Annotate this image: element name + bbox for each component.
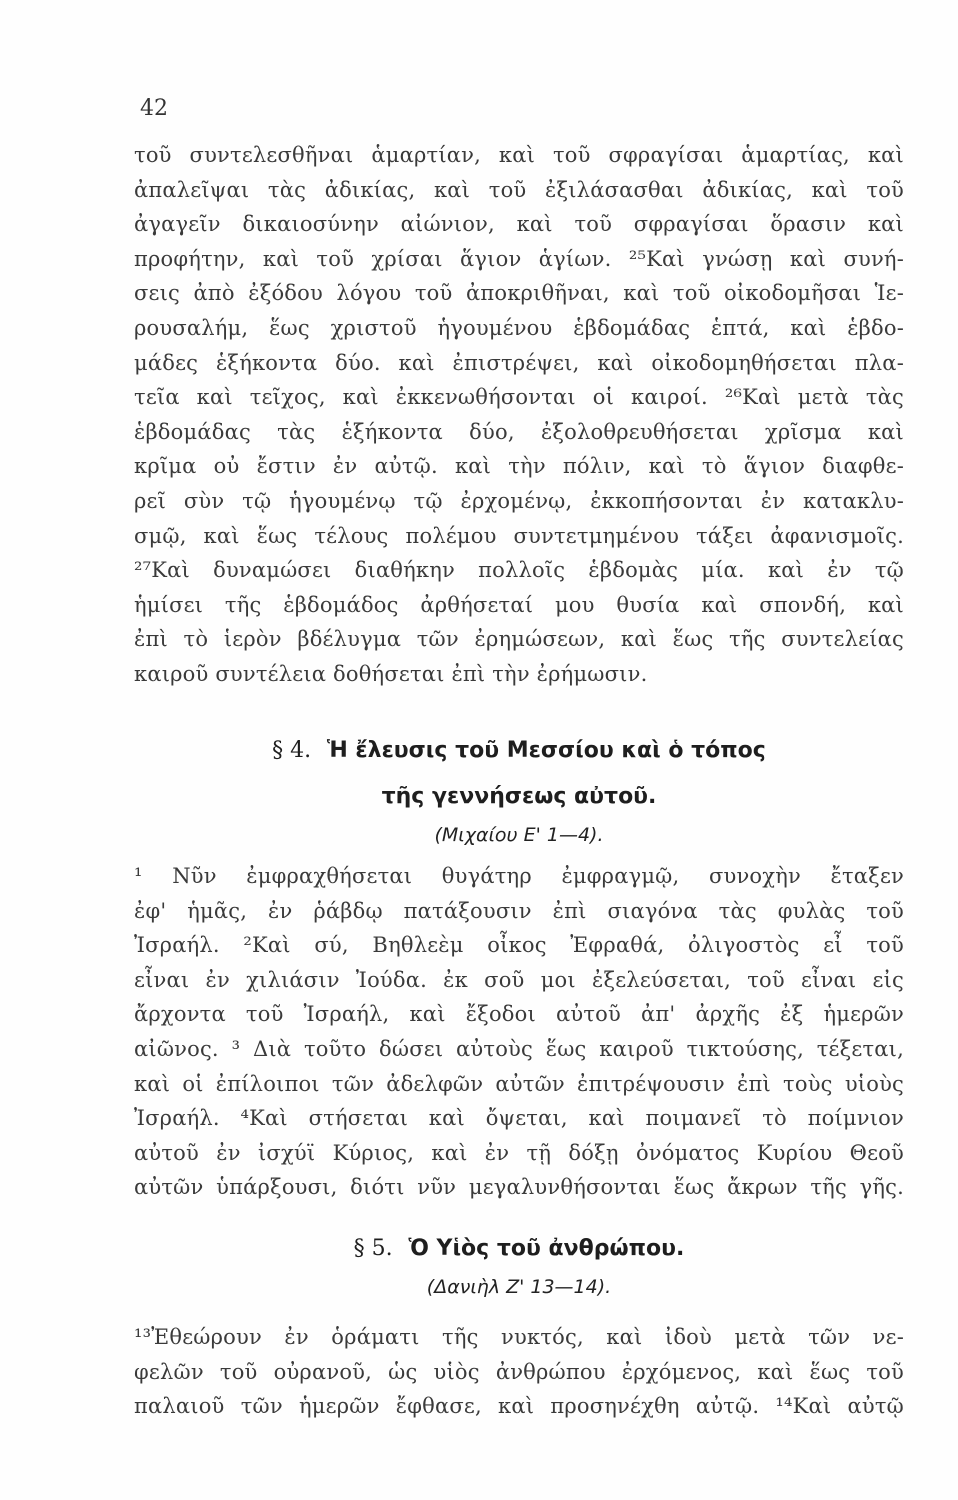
text-line: ἄρχοντα τοῦ Ἰσραήλ, καὶ ἔξοδοι αὐτοῦ ἀπ' ἀρχῆς ἐξ ἡμερῶν	[134, 1002, 904, 1027]
text-line: τεῖα καὶ τεῖχος, καὶ ἐκκενωθήσονται οἱ καιροί. ²⁶Καὶ μετὰ τὰς	[134, 385, 904, 410]
text-line: Ἰσραήλ. ⁴Καὶ στήσεται καὶ ὄψεται, καὶ ποιμανεῖ τὸ ποίμνιον	[134, 1106, 904, 1131]
text-line: ἐφ' ἡμᾶς, ἐν ῥάβδῳ πατάξουσιν ἐπὶ σιαγόνα τὰς φυλὰς τοῦ	[134, 898, 904, 923]
text-line: ρουσαλήμ, ἕως χριστοῦ ἡγουμένου ἑβδομάδας ἑπτά, καὶ ἑβδο-	[134, 315, 904, 340]
daniel-7-passage	[134, 1320, 904, 1424]
text-line: ἡμίσει τῆς ἑβδομάδος ἀρθήσεταί μου θυσία καὶ σπονδή, καὶ	[134, 592, 904, 617]
text-line: ἐπὶ τὸ ἱερὸν βδέλυγμα τῶν ἐρημώσεων, καὶ ἕως τῆς συντελείας	[134, 627, 904, 652]
text-line: ἑβδομάδας τὰς ἑξήκοντα δύο, ἐξολοθρευθήσεται χρῖσμα καὶ	[134, 419, 904, 444]
text-line: σεις ἀπὸ ἐξόδου λόγου τοῦ ἀποκριθῆναι, καὶ τοῦ οἰκοδομῆσαι Ἱε-	[134, 281, 904, 306]
text-line: ἀπαλεῖψαι τὰς ἀδικίας, καὶ τοῦ ἐξιλάσασθαι ἀδικίας, καὶ τοῦ	[134, 177, 904, 202]
text-line: ¹³Ἐθεώρουν ἐν ὁράματι τῆς νυκτός, καὶ ἰδοὺ μετὰ τῶν νε-	[134, 1325, 904, 1349]
text-line: προφήτην, καὶ τοῦ χρίσαι ἅγιον ἁγίων. ²⁵Καὶ γνώσῃ καὶ συνή-	[134, 246, 904, 271]
text-line: παλαιοῦ τῶν ἡμερῶν ἔφθασε, καὶ προσηνέχθη αὐτῷ. ¹⁴Καὶ αὐτῷ	[134, 1394, 904, 1419]
text-line: αὐτοῦ ἐν ἰσχύϊ Κύριος, καὶ ἐν τῇ δόξῃ ὀνόματος Κυρίου Θεοῦ	[134, 1140, 904, 1165]
text-line: εἶναι ἐν χιλιάσιν Ἰούδα. ἐκ σοῦ μοι ἐξελεύσεται, τοῦ εἶναι εἰς	[134, 967, 904, 992]
text-line: ἀγαγεῖν δικαιοσύνην αἰώνιον, καὶ τοῦ σφραγίσαι ὅρασιν καὶ	[134, 212, 904, 237]
section-title-continued: τῆς γεννήσεως αὐτοῦ.	[381, 784, 657, 809]
section-4-heading	[134, 738, 904, 763]
text-line: ¹ Νῦν ἐμφραχθήσεται θυγάτηρ ἐμφραγμῷ, συνοχὴν ἔταξεν	[134, 864, 904, 888]
text-line: φελῶν τοῦ οὐρανοῦ, ὡς υἱὸς ἀνθρώπου ἐρχόμενος, καὶ ἕως τοῦ	[134, 1359, 904, 1384]
section-5-heading	[134, 1236, 904, 1261]
section-5-reference: (Δανιὴλ Ζ' 13—14).	[426, 1276, 612, 1298]
text-line: κρῖμα οὐ ἔστιν ἐν αὐτῷ. καὶ τὴν πόλιν, καὶ τὸ ἅγιον διαφθε-	[134, 454, 904, 479]
section-4-heading-line2	[134, 784, 904, 809]
text-line: καὶ οἱ ἐπίλοιποι τῶν ἀδελφῶν αὐτῶν ἐπιτρέψουσιν ἐπὶ τοὺς υἱοὺς	[134, 1071, 904, 1096]
micah-passage	[134, 859, 904, 1205]
page-number: 42	[140, 96, 168, 121]
text-line: ρεῖ σὺν τῷ ἡγουμένῳ τῷ ἐρχομένῳ, ἐκκοπήσονται ἐν κατακλυ-	[134, 488, 904, 513]
text-line: καιροῦ συντέλεια δοθήσεται ἐπὶ τὴν ἐρήμωσιν.	[134, 661, 648, 686]
daniel-9-passage	[134, 138, 904, 692]
text-line: αὐτῶν ὑπάρξουσι, διότι νῦν μεγαλυνθήσονται ἕως ἄκρων τῆς γῆς.	[134, 1175, 904, 1200]
text-line: σμῷ, καὶ ἕως τέλους πολέμου συντετμημένου τάξει ἀφανισμοῖς.	[134, 523, 904, 548]
section-sign: § 5.	[353, 1236, 393, 1261]
text-line: μάδες ἑξήκοντα δύο. καὶ ἐπιστρέψει, καὶ οἰκοδομηθήσεται πλα-	[134, 350, 904, 375]
text-line: Ἰσραήλ. ²Καὶ σύ, Βηθλεὲμ οἶκος Ἐφραθά, ὀλιγοστὸς εἶ τοῦ	[134, 933, 904, 958]
section-4-reference: (Μιχαίου Ε' 1—4).	[434, 824, 604, 846]
section-title: Ὁ Υἱὸς τοῦ ἀνθρώπου.	[408, 1236, 685, 1261]
text-line: ²⁷Καὶ δυναμώσει διαθήκην πολλοῖς ἑβδομὰς μία. καὶ ἐν τῷ	[134, 558, 904, 583]
text-line: τοῦ συντελεσθῆναι ἁμαρτίαν, καὶ τοῦ σφραγίσαι ἁμαρτίας, καὶ	[134, 143, 904, 167]
section-sign: § 4.	[272, 738, 312, 763]
text-line: αἰῶνος. ³ Διὰ τοῦτο δώσει αὐτοὺς ἕως καιροῦ τικτούσης, τέξεται,	[134, 1036, 904, 1061]
section-title: Ἡ ἔλευσις τοῦ Μεσσίου καὶ ὁ τόπος	[326, 738, 766, 763]
